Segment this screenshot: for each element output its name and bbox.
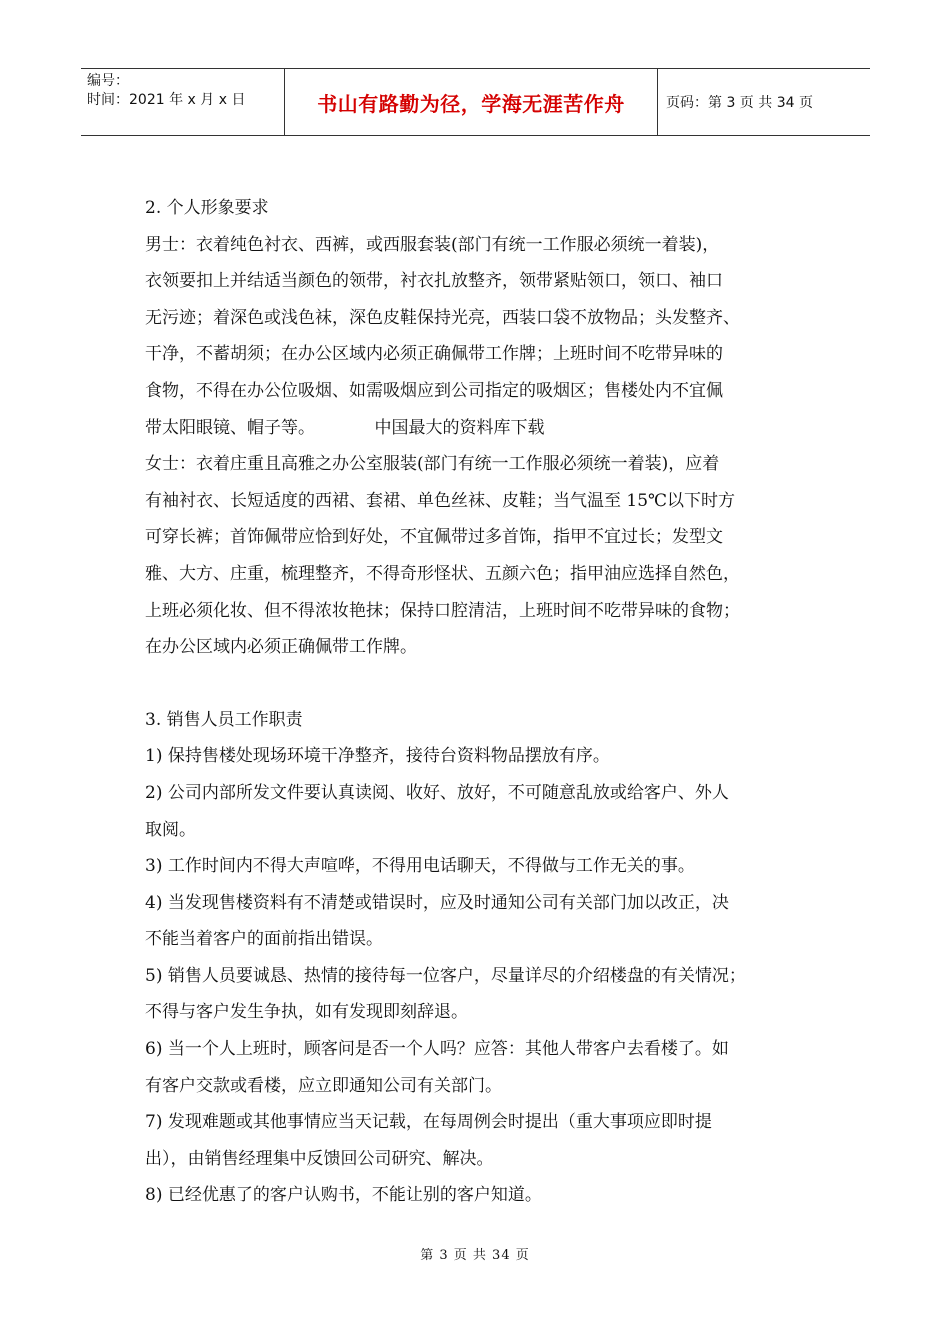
list-line: 8) 已经优惠了的客户认购书，不能让别的客户知道。 [145,1185,542,1206]
page-footer: 第 3 页 共 34 页 [420,1248,530,1263]
paragraph-line: 干净，不蓄胡须；在办公区域内必须正确佩带工作牌；上班时间不吃带异味的 [145,344,723,365]
document-body [145,190,825,1214]
paragraph-line: 女士：衣着庄重且高雅之办公室服装(部门有统一工作服必须统一着装)，应着 [145,454,720,475]
paragraph-line: 食物，不得在办公位吸烟、如需吸烟应到公司指定的吸烟区；售楼处内不宜佩 [145,380,723,401]
list-line: 7) 发现难题或其他事情应当天记载，在每周例会时提出（重大事项应即时提 [145,1112,712,1133]
list-line: 4) 当发现售楼资料有不清楚或错误时，应及时通知公司有关部门加以改正，决 [145,892,729,913]
section-heading: 2. 个人形象要求 [145,198,269,218]
list-line: 3) 工作时间内不得大声喧哗，不得用电话聊天，不得做与工作无关的事。 [145,856,695,877]
document-number-label: 编号： [87,73,129,89]
document-date: 时间：2021 年 x 月 x 日 [87,92,246,108]
header-motto: 书山有路勤为径，学海无涯苦作舟 [284,69,658,135]
list-line: 出），由销售经理集中反馈回公司研究、解决。 [145,1148,494,1169]
section-heading: 3. 销售人员工作职责 [145,709,303,730]
paragraph-line: 衣领要扣上并结适当颜色的领带，衬衣扎放整齐，领带紧贴领口，领口、袖口 [145,271,723,292]
paragraph-line: 带太阳眼镜、帽子等。 中国最大的资料库下载 [145,417,545,438]
paragraph-line: 上班必须化妆、但不得浓妆艳抹；保持口腔清洁，上班时间不吃带异味的食物； [145,600,740,621]
list-line: 取阅。 [145,819,196,840]
list-line: 1) 保持售楼处现场环境干净整齐，接待台资料物品摆放有序。 [145,746,610,767]
list-line: 不得与客户发生争执，如有发现即刻辞退。 [145,1002,468,1023]
list-line: 不能当着客户的面前指出错误。 [145,929,383,950]
list-line: 6) 当一个人上班时，顾客问是否一个人吗？应答：其他人带客户去看楼了。如 [145,1039,729,1060]
paragraph-line: 无污迹；着深色或浅色袜，深色皮鞋保持光亮，西装口袋不放物品；头发整齐、 [145,307,740,328]
paragraph-line: 在办公区域内必须正确佩带工作牌。 [145,637,417,658]
list-line: 2) 公司内部所发文件要认真读阅、收好、放好，不可随意乱放或给客户、外人 [145,782,729,803]
list-line: 5) 销售人员要诚恳、热情的接待每一位客户，尽量详尽的介绍楼盘的有关情况； [145,965,746,986]
paragraph-line: 男士：衣着纯色衬衣、西裤，或西服套装(部门有统一工作服必须统一着装)， [145,234,720,255]
list-line: 有客户交款或看楼，应立即通知公司有关部门。 [145,1075,502,1096]
paragraph-line: 可穿长裤；首饰佩带应恰到好处，不宜佩带过多首饰，指甲不宜过长；发型文 [145,527,723,548]
section-spacer [145,666,825,702]
paragraph-line: 雅、大方、庄重，梳理整齐，不得奇形怪状、五颜六色；指甲油应选择自然色， [145,563,740,584]
paragraph-line: 有袖衬衣、长短适度的西裙、套裙、单色丝袜、皮鞋；当气温至 15℃以下时方 [145,490,736,511]
header-meta [81,69,284,135]
page-header [81,68,870,136]
header-page-info: 页码：第 3 页 共 34 页 [666,95,813,111]
